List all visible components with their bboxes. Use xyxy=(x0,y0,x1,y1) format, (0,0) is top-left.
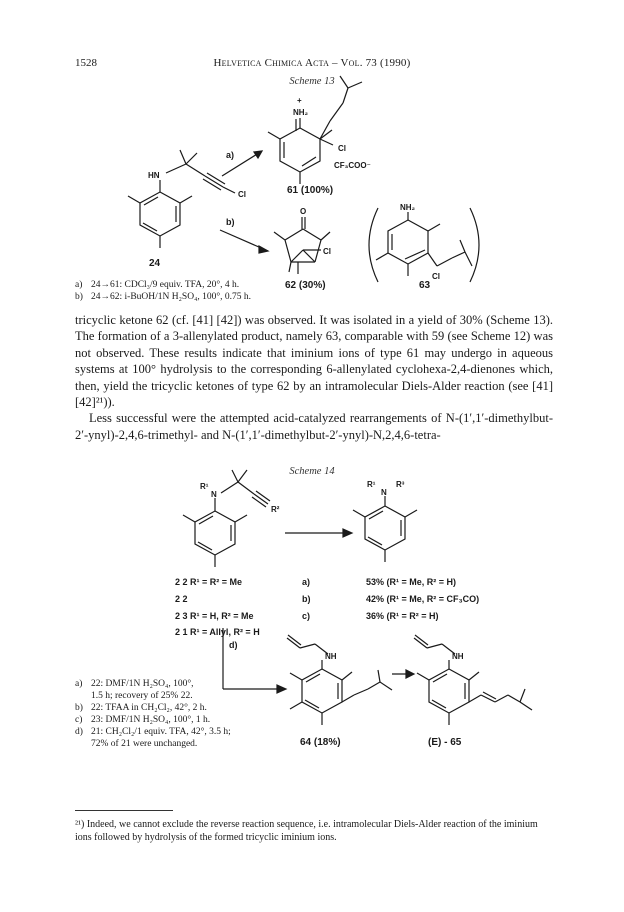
compound-64-label: 64 (18%) xyxy=(300,737,341,748)
footnote-mark: ²¹) xyxy=(75,819,85,830)
atom-o: O xyxy=(300,207,307,216)
condition-key: b) xyxy=(75,703,83,713)
row-compound: 2 2 R¹ = R² = Me xyxy=(175,577,243,587)
condition-key: a) xyxy=(75,679,83,689)
arrow-a-label: a) xyxy=(226,150,235,160)
condition-key: c) xyxy=(75,715,83,725)
condition-text: 22: TFAA in CH₂Cl₂, 42°, 2 h. xyxy=(91,703,207,713)
row-compound: 2 3 R¹ = H, R² = Me xyxy=(175,611,254,621)
row-result: 36% (R¹ = R² = H) xyxy=(366,611,439,621)
atom-cl-61: Cl xyxy=(338,144,346,153)
footnote xyxy=(75,818,553,844)
condition-text: 23: DMF/1N H₂SO₄, 100°, 1 h. xyxy=(91,715,211,725)
atom-n-start: N xyxy=(211,490,217,499)
atom-nh-64: NH xyxy=(325,652,337,661)
condition-text: 21: CH₂Cl₂/1 equiv. TFA, 42°, 3.5 h; xyxy=(91,727,231,737)
compound-62-label: 62 (30%) xyxy=(285,280,326,291)
row-compound: 2 2 xyxy=(175,594,188,604)
compound-61-label: 61 (100%) xyxy=(287,185,334,196)
arrow-d-label: d) xyxy=(229,640,238,650)
row-result: 42% (R¹ = Me, R² = CF₃CO) xyxy=(366,594,480,604)
arrow-b-label: b) xyxy=(226,217,235,227)
running-head: Helvetica Chimica Acta – Vol. 73 (1990) xyxy=(213,57,411,69)
condition-key: b) xyxy=(75,292,83,302)
row-condition: b) xyxy=(302,594,311,604)
atom-r3-product: R³ xyxy=(396,480,405,489)
row-compound: 2 1 R¹ = Allyl, R² = H xyxy=(175,627,260,637)
paragraph-1: tricyclic ketone 62 (cf. [41] [42]) was observed. It was isolated in a yield of 30% (Scheme 13). The formation of a 3-allenylated product, namely 63, comparable with 59 (see Scheme 12) was not observed. These results indicate that iminium ions of type 61 may undergo in aqueous systems at 100° hydrolysis to the corresponding 6-allenylated cyclohexa-2,4-dienones which, then, yield the tricyclic ketones of type 62 by an intramolecular Diels-Alder reaction (see [41] [42]²¹)). xyxy=(75,313,553,410)
condition-text: 24→61: CDCl₃/9 equiv. TFA, 20°, 4 h. xyxy=(91,280,240,290)
atom-nh2-63: NH₂ xyxy=(400,203,416,212)
condition-text: 24→62: i-BuOH/1N H₂SO₄, 100°, 0.75 h. xyxy=(91,292,252,302)
condition-key: a) xyxy=(75,280,83,290)
atom-hn: HN xyxy=(148,171,160,180)
atom-nh-65: NH xyxy=(452,652,464,661)
condition-text-cont: 1.5 h; recovery of 25% 22. xyxy=(91,691,193,701)
scheme-14-conditions xyxy=(75,678,275,750)
compound-65-structure xyxy=(414,635,532,725)
atom-nh2-61: NH₂ xyxy=(293,108,309,117)
paragraph-2: Less successful were the attempted acid-catalyzed rearrangements of N-(1′,1′-dimethylbut-2′-ynyl)-2,4,6-trimethyl- and N-(1′,1′-dimethylbut-2′-ynyl)-N,2,4,6-tetra- xyxy=(75,411,553,442)
condition-text: 22: DMF/1N H₂SO₄, 100°, xyxy=(91,679,194,689)
row-condition: c) xyxy=(302,611,311,621)
scheme-13-title: Scheme 13 xyxy=(289,76,335,87)
compound-64-structure xyxy=(287,635,392,725)
atom-r1-start: R¹ xyxy=(200,482,209,491)
row-condition: a) xyxy=(302,577,311,587)
page-number: 1528 xyxy=(75,57,97,69)
footnote-rule xyxy=(75,810,173,811)
condition-key: d) xyxy=(75,727,83,737)
atom-r2-start: R² xyxy=(271,505,280,514)
row-result: 53% (R¹ = Me, R² = H) xyxy=(366,577,457,587)
anion-label: CF₃COO⁻ xyxy=(334,161,371,170)
atom-plus: + xyxy=(297,96,302,105)
compound-24-label: 24 xyxy=(149,258,161,269)
atom-n-product: N xyxy=(381,488,387,497)
compound-63-label: 63 xyxy=(419,280,431,291)
atom-cl-24: Cl xyxy=(238,190,246,199)
atom-cl-62: Cl xyxy=(323,247,331,256)
footnote-text: Indeed, we cannot exclude the reverse reaction sequence, i.e. intramolecular Diels-Alder reaction of the iminium ions followed by hydrolysis of the formed tricyclic iminium ions. xyxy=(75,819,538,843)
compound-65-label: (E) - 65 xyxy=(428,737,462,748)
condition-text-cont: 72% of 21 were unchanged. xyxy=(91,739,198,749)
atom-cl-63: Cl xyxy=(432,272,440,281)
scheme-14-title: Scheme 14 xyxy=(289,466,335,477)
atom-r1-product: R¹ xyxy=(367,480,376,489)
